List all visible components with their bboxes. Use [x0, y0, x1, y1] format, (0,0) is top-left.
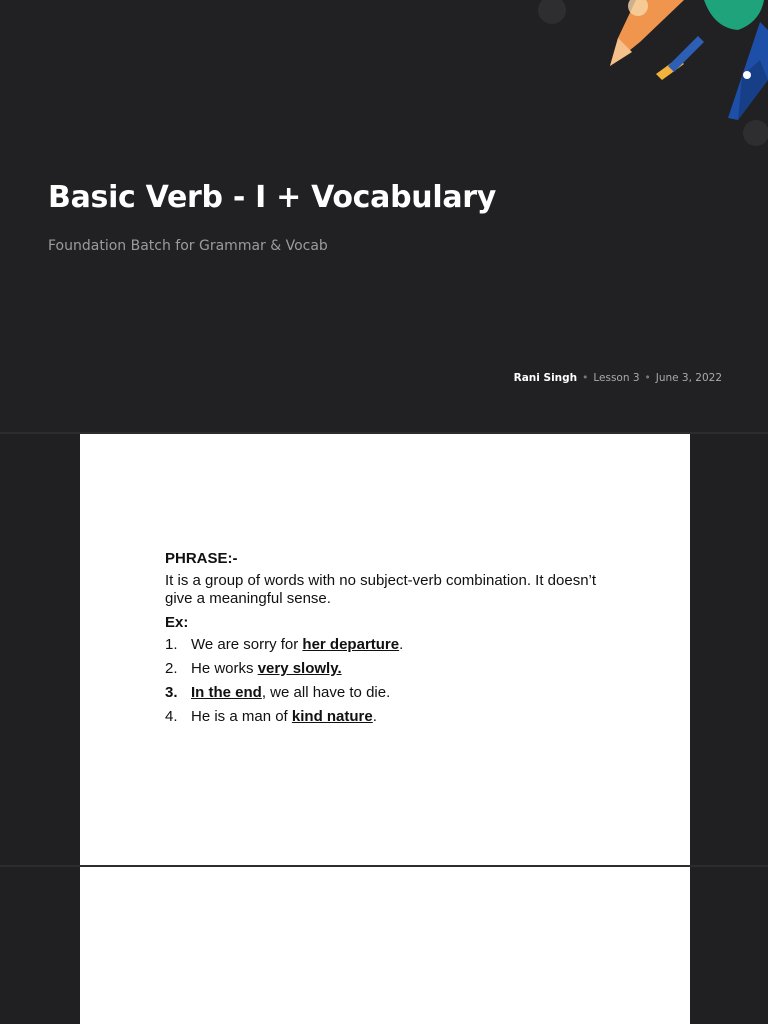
section-heading: PHRASE:- [165, 550, 238, 567]
list-item [165, 636, 605, 654]
underlined-phrase: her departure [302, 636, 400, 653]
stationery-decoration-icon [528, 0, 768, 150]
phrase-notes [165, 550, 605, 732]
notes-page [80, 434, 690, 865]
next-page [80, 867, 690, 1024]
underlined-phrase: very slowly. [257, 660, 342, 677]
slide-title: Basic Verb - I + Vocabulary [48, 180, 497, 215]
list-item [165, 708, 605, 726]
example-list [165, 636, 605, 726]
slide-subtitle: Foundation Batch for Grammar & Vocab [48, 238, 328, 254]
item-number: 3. [165, 684, 178, 701]
underlined-phrase: kind nature [291, 708, 373, 725]
example-sentence: In the end, we all have to die. [191, 684, 391, 701]
example-sentence: He works very slowly. [191, 660, 342, 677]
item-number: 2. [165, 660, 178, 677]
title-slide [0, 0, 768, 432]
lesson-date: June 3, 2022 [655, 372, 722, 384]
item-number: 1. [165, 636, 178, 653]
lesson-number: Lesson 3 [593, 372, 640, 384]
underlined-phrase: In the end [191, 684, 262, 701]
item-number: 4. [165, 708, 178, 725]
list-item [165, 684, 605, 702]
author-name: Rani Singh [513, 372, 578, 384]
example-label: Ex: [165, 614, 189, 631]
list-item [165, 660, 605, 678]
example-sentence: He is a man of kind nature. [191, 708, 377, 725]
meta-separator: • [582, 372, 589, 384]
example-sentence: We are sorry for her departure. [191, 636, 404, 653]
definition-text: It is a group of words with no subject-verb combination. It doesn’t give a meaningful sense. [165, 572, 597, 607]
meta-separator: • [644, 372, 651, 384]
slide-meta [514, 372, 722, 384]
